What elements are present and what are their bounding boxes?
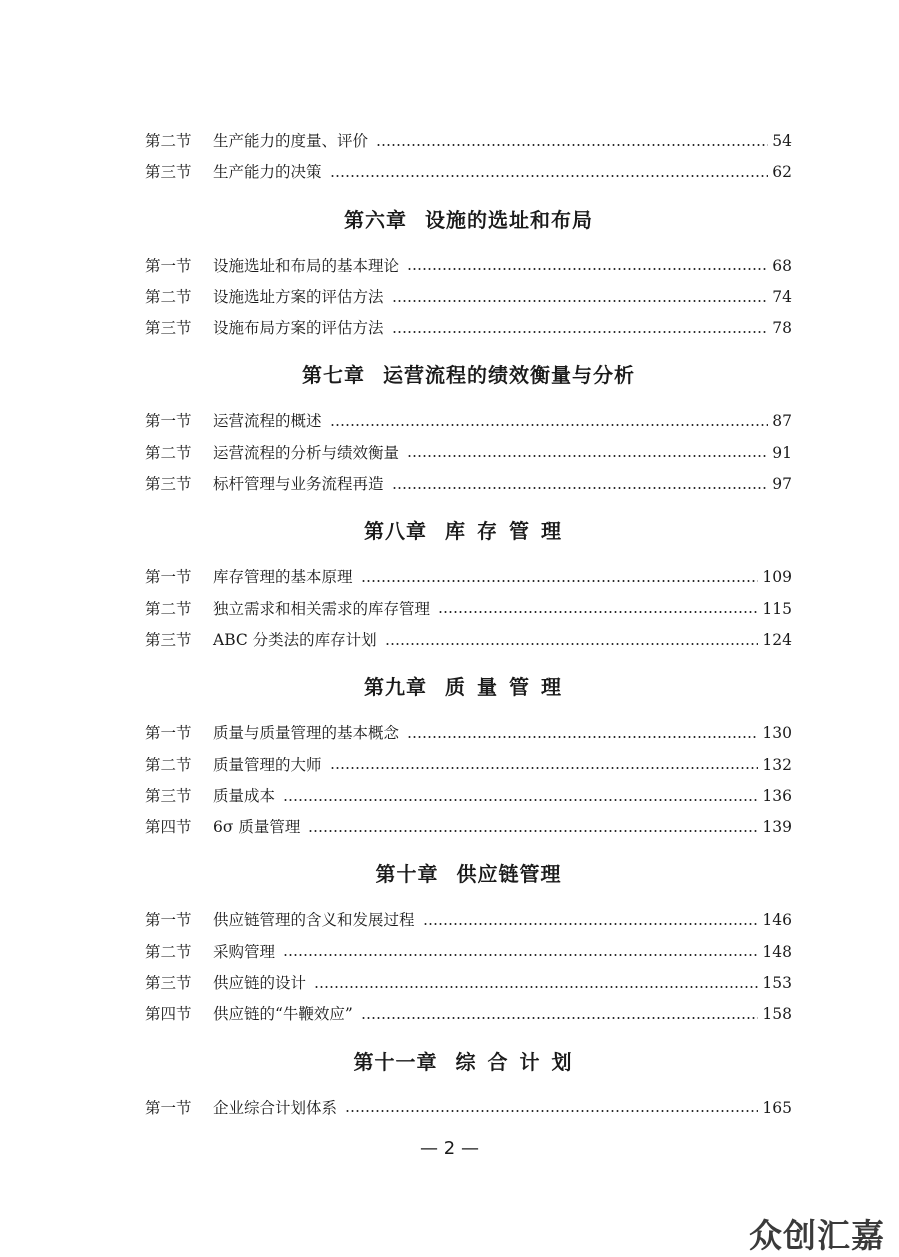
section-page-number: 91 [772, 443, 792, 462]
toc-entry[interactable] [145, 937, 792, 968]
section-page-number: 136 [762, 786, 792, 805]
section-page-number: 165 [762, 1098, 792, 1117]
dot-leader [283, 954, 758, 956]
toc-entry[interactable] [145, 999, 792, 1030]
dot-leader [330, 175, 769, 177]
section-title: 独立需求和相关需求的库存管理 [213, 599, 431, 618]
chapter-label: 第九章 [364, 675, 427, 700]
section-page-number: 132 [762, 755, 792, 774]
section-page-number: 139 [762, 818, 792, 837]
section-label: 第三节 [145, 974, 192, 993]
toc-entry[interactable] [145, 126, 792, 157]
section-title: 供应链的“牛鞭效应” [213, 1005, 353, 1024]
section-page-number: 124 [762, 630, 792, 649]
toc-entry[interactable] [145, 750, 792, 781]
section-page-number: 97 [772, 475, 792, 494]
section-title: 标杆管理与业务流程再造 [213, 475, 384, 494]
section-page-number: 158 [762, 1005, 792, 1024]
table-of-contents [145, 126, 792, 1124]
dot-leader [314, 986, 758, 988]
section-title: 质量管理的大师 [213, 755, 322, 774]
toc-entry[interactable] [145, 781, 792, 812]
chapter-label: 第十章 [375, 862, 439, 887]
section-label: 第一节 [145, 724, 192, 743]
section-page-number: 130 [762, 724, 792, 743]
toc-entry[interactable] [145, 469, 792, 500]
chapter-heading[interactable] [145, 500, 792, 562]
section-page-number: 87 [772, 412, 792, 431]
section-label: 第三节 [145, 163, 192, 182]
watermark-logo: 众创汇嘉 [749, 1216, 885, 1255]
toc-entry[interactable] [145, 406, 792, 437]
dot-leader [308, 830, 758, 832]
section-label: 第三节 [145, 786, 192, 805]
chapter-title: 质量管理 [445, 675, 573, 700]
section-page-number: 54 [772, 132, 792, 150]
section-title: 设施选址方案的评估方法 [213, 287, 384, 306]
section-title: 6σ 质量管理 [213, 818, 301, 837]
section-page-number: 115 [762, 599, 792, 618]
toc-entry[interactable] [145, 812, 792, 843]
chapter-title: 运营流程的绩效衡量与分析 [383, 363, 635, 388]
toc-entry[interactable] [145, 251, 792, 282]
toc-entry[interactable] [145, 438, 792, 469]
section-page-number: 148 [762, 942, 792, 961]
dot-leader [392, 300, 769, 302]
dot-leader [283, 799, 758, 801]
toc-entry[interactable] [145, 282, 792, 313]
section-label: 第二节 [145, 287, 192, 306]
chapter-title: 供应链管理 [456, 862, 562, 887]
page-number: — 2 — [420, 1138, 479, 1159]
section-title: 运营流程的分析与绩效衡量 [213, 443, 400, 462]
section-label: 第一节 [145, 1098, 192, 1117]
chapter-heading[interactable] [145, 344, 792, 406]
dot-leader [392, 331, 769, 333]
section-label: 第一节 [145, 568, 192, 587]
dot-leader [423, 923, 759, 925]
section-title: 供应链的设计 [213, 974, 307, 993]
toc-entry[interactable] [145, 562, 792, 593]
section-title: 生产能力的决策 [213, 163, 322, 182]
section-title: 质量与质量管理的基本概念 [213, 724, 400, 743]
section-title: ABC 分类法的库存计划 [213, 630, 377, 649]
dot-leader [407, 736, 758, 738]
chapter-title: 综合计划 [455, 1049, 584, 1074]
section-page-number: 153 [762, 974, 792, 993]
dot-leader [361, 1017, 759, 1019]
chapter-label: 第十一章 [353, 1049, 438, 1074]
toc-entry[interactable] [145, 905, 792, 936]
section-page-number: 74 [772, 287, 792, 306]
section-title: 采购管理 [213, 942, 276, 961]
toc-entry[interactable] [145, 313, 792, 344]
section-label: 第四节 [145, 818, 192, 837]
dot-leader [330, 424, 769, 426]
toc-entry[interactable] [145, 625, 792, 656]
section-label: 第三节 [145, 475, 192, 494]
section-title: 质量成本 [213, 786, 276, 805]
section-label: 第一节 [145, 911, 192, 930]
chapter-title: 库存管理 [445, 519, 573, 544]
section-page-number: 68 [772, 256, 792, 275]
section-title: 供应链管理的含义和发展过程 [213, 911, 415, 930]
section-label: 第四节 [145, 1005, 192, 1024]
toc-entry[interactable] [145, 594, 792, 625]
section-label: 第三节 [145, 630, 192, 649]
chapter-title: 设施的选址和布局 [425, 207, 593, 232]
dot-leader [392, 487, 769, 489]
section-page-number: 146 [762, 911, 792, 930]
section-title: 企业综合计划体系 [213, 1098, 338, 1117]
dot-leader [438, 611, 758, 613]
section-page-number: 78 [772, 319, 792, 338]
dot-leader [330, 767, 759, 769]
section-label: 第一节 [145, 256, 192, 275]
toc-entry[interactable] [145, 1093, 792, 1124]
section-label: 第一节 [145, 412, 192, 431]
toc-entry[interactable] [145, 968, 792, 999]
section-label: 第二节 [145, 942, 192, 961]
section-title: 运营流程的概述 [213, 412, 322, 431]
section-title: 设施布局方案的评估方法 [213, 319, 384, 338]
section-label: 第三节 [145, 319, 192, 338]
section-label: 第二节 [145, 443, 192, 462]
section-page-number: 62 [772, 163, 792, 182]
dot-leader [376, 144, 768, 146]
chapter-heading[interactable] [145, 843, 792, 905]
chapter-label: 第六章 [344, 207, 407, 232]
dot-leader [361, 580, 759, 582]
chapter-heading[interactable] [145, 656, 792, 718]
section-title: 设施选址和布局的基本理论 [213, 256, 400, 275]
section-title: 库存管理的基本原理 [213, 568, 353, 587]
chapter-label: 第八章 [364, 519, 427, 544]
section-label: 第二节 [145, 599, 192, 618]
section-page-number: 109 [762, 568, 792, 587]
section-title: 生产能力的度量、评价 [213, 132, 369, 150]
section-label: 第二节 [145, 132, 192, 150]
toc-entry[interactable] [145, 157, 792, 188]
dot-leader [407, 268, 768, 270]
section-label: 第二节 [145, 755, 192, 774]
chapter-label: 第七章 [302, 363, 365, 388]
dot-leader [345, 1110, 758, 1112]
dot-leader [407, 455, 768, 457]
chapter-heading[interactable] [145, 1031, 792, 1093]
dot-leader [385, 643, 759, 645]
chapter-heading[interactable] [145, 189, 792, 251]
toc-entry[interactable] [145, 718, 792, 749]
